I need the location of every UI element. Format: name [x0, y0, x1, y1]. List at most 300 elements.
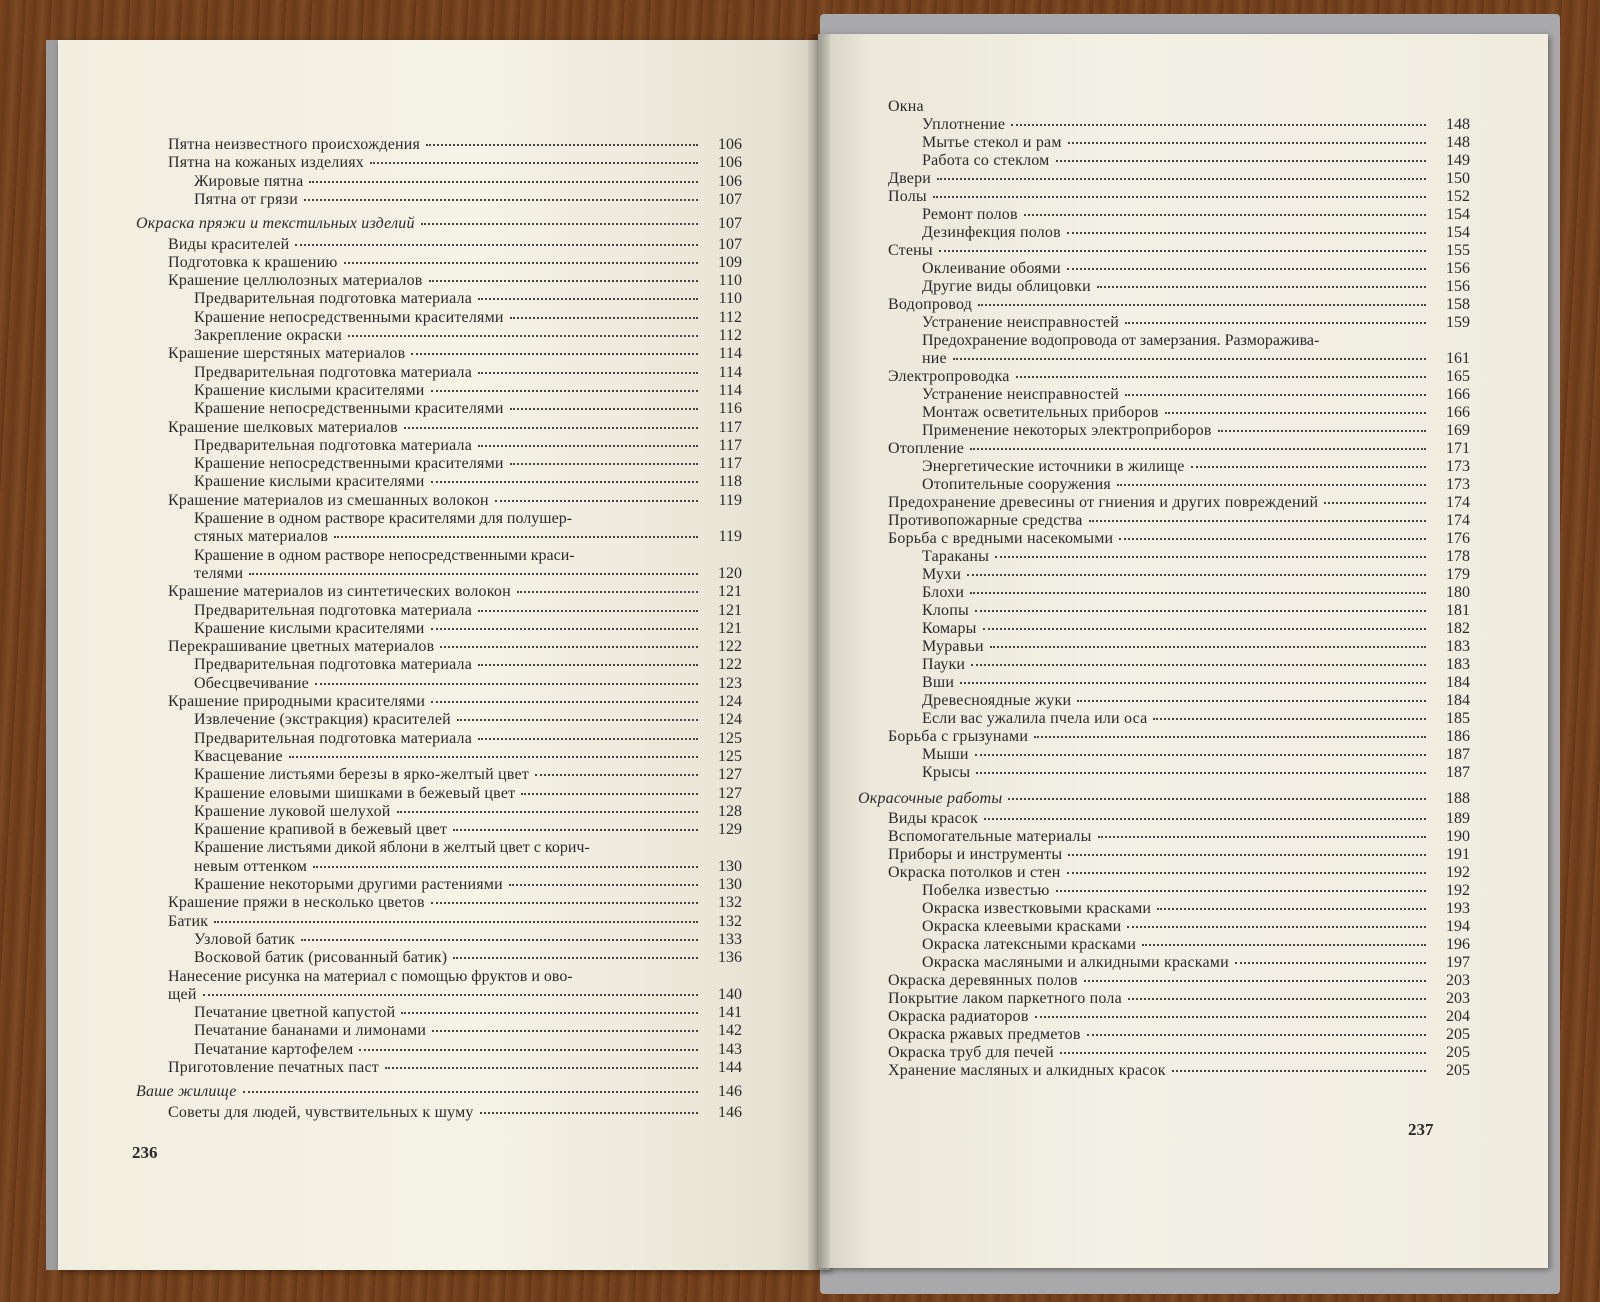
- toc-entry-label: Хранение масляных и алкидных красок: [888, 1062, 1166, 1079]
- toc-page-number: 121: [718, 619, 742, 637]
- toc-section: [858, 790, 1470, 808]
- toc-entry-label: Крашение крапивой в бежевый цвет: [194, 821, 448, 839]
- toc-page-number: 109: [718, 253, 742, 271]
- toc-page-number: 144: [718, 1059, 742, 1076]
- toc-entry: [194, 565, 742, 583]
- toc-leader-dots: [984, 818, 1426, 820]
- toc-page-number: 132: [718, 894, 742, 912]
- toc-entry-label: Печатание бананами и лимонами: [194, 1022, 427, 1040]
- toc-leader-dots: [431, 628, 698, 630]
- toc-entry: [194, 949, 742, 967]
- toc-entry: [194, 173, 742, 191]
- toc-entry: [922, 548, 1470, 566]
- toc-leader-dots: [478, 738, 698, 740]
- toc-entry: [168, 913, 742, 931]
- toc-page-number: 187: [1446, 746, 1470, 763]
- toc-entry-label: Вспомогательные материалы: [888, 828, 1092, 845]
- toc-entry: [888, 1062, 1470, 1080]
- toc-entry-label: Советы для людей, чувствительных к шуму: [168, 1103, 474, 1121]
- toc-entry: [168, 254, 742, 272]
- toc-entry: [194, 730, 742, 748]
- toc-leader-dots: [970, 592, 1426, 594]
- toc-entry-label: Крашение непосредственными красителями: [194, 308, 504, 326]
- toc-page-number: 181: [1446, 602, 1470, 619]
- toc-entry-label: Предварительная подготовка материала: [194, 363, 473, 381]
- toc-page-number: 129: [718, 821, 742, 839]
- toc-page-number: 110: [718, 272, 742, 290]
- toc-entry-label: Окраска деревянных полов: [888, 972, 1078, 989]
- toc-entry: [922, 882, 1470, 900]
- toc-page-number: 114: [718, 363, 742, 381]
- toc-leader-dots: [397, 811, 698, 813]
- toc-leader-dots: [953, 358, 1426, 360]
- toc-entry-label: Окраска труб для печей: [888, 1044, 1054, 1061]
- right-page: [818, 34, 1548, 1268]
- toc-page-number: 156: [1446, 278, 1470, 295]
- toc-entry: [922, 422, 1470, 440]
- toc-leader-dots: [975, 754, 1426, 756]
- toc-entry-label: Подготовка к крашению: [168, 253, 338, 271]
- toc-leader-dots: [976, 772, 1426, 774]
- toc-entry: [194, 309, 742, 327]
- toc-entry: [922, 692, 1470, 710]
- toc-leader-dots: [1035, 1016, 1426, 1018]
- toc-page-number: 183: [1446, 638, 1470, 655]
- toc-entry-label: Ваше жилище: [136, 1083, 237, 1101]
- toc-entry-label: Окраска потолков и стен: [888, 864, 1061, 881]
- toc-entry-label: Борьба с грызунами: [888, 728, 1029, 745]
- toc-entry-label-line1: Крашение листьями дикой яблони в желтый цвет с корич-: [194, 839, 590, 857]
- toc-leader-dots: [440, 646, 698, 648]
- toc-leader-dots: [1324, 502, 1426, 504]
- toc-entry: [168, 154, 742, 172]
- toc-entry-label: Извлечение (экстракция) красителей: [194, 711, 451, 729]
- toc-leader-dots: [1084, 980, 1426, 982]
- toc-leader-dots: [401, 1012, 698, 1014]
- toc-leader-dots: [1024, 214, 1426, 216]
- toc-section: [136, 215, 742, 233]
- toc-entry-label: Крашение материалов из синтетических волокон: [168, 583, 511, 601]
- toc-page-number: 205: [1446, 1044, 1470, 1061]
- toc-entry: [888, 1026, 1470, 1044]
- toc-leader-dots: [510, 463, 698, 465]
- toc-entry-label: Крашение природными красителями: [168, 693, 426, 710]
- toc-leader-dots: [933, 196, 1426, 198]
- toc-entry: [922, 764, 1470, 782]
- toc-entry-label: Крашение шелковых материалов: [168, 418, 398, 436]
- toc-entry: [922, 918, 1470, 936]
- toc-entry-label: Муравьи: [922, 638, 984, 655]
- toc-entry: [194, 785, 742, 803]
- toc-entry: [922, 746, 1470, 764]
- toc-page-number: 156: [1446, 260, 1470, 277]
- toc-leader-dots: [509, 884, 698, 886]
- toc-leader-dots: [359, 1049, 698, 1051]
- toc-entry-label: Предварительная подготовка материала: [194, 290, 473, 308]
- page-number-right: 237: [1408, 1120, 1434, 1139]
- toc-leader-dots: [1056, 890, 1426, 892]
- toc-leader-dots: [404, 427, 698, 429]
- toc-leader-dots: [1008, 798, 1426, 800]
- toc-entry-label: Восковой батик (рисованный батик): [194, 949, 448, 967]
- toc-page-number: 116: [718, 400, 742, 418]
- toc-page-number: 158: [1446, 296, 1470, 313]
- toc-entry: [922, 314, 1470, 332]
- toc-page-number: 107: [718, 190, 742, 208]
- toc-entry-label: Тараканы: [922, 548, 990, 565]
- toc-page-number: 169: [1446, 422, 1470, 439]
- toc-entry-label: Полы: [888, 188, 927, 205]
- toc-leader-dots: [1067, 872, 1426, 874]
- toc-page-number: 203: [1446, 990, 1470, 1007]
- toc-page-number: 114: [718, 345, 742, 363]
- toc-page-number: 117: [718, 436, 742, 454]
- toc-page-number: 121: [718, 601, 742, 619]
- toc-leader-dots: [1068, 142, 1426, 144]
- toc-page-number: 189: [1446, 810, 1470, 827]
- toc-page-number: 171: [1446, 440, 1470, 457]
- toc-page-number: 146: [718, 1103, 742, 1121]
- toc-page-number: 197: [1446, 954, 1470, 971]
- toc-page-number: 146: [718, 1083, 742, 1101]
- toc-entry: [194, 675, 742, 693]
- toc-page-number: 117: [718, 418, 742, 436]
- toc-leader-dots: [1067, 268, 1426, 270]
- toc-leader-dots: [431, 902, 698, 904]
- toc-page-number: 154: [1446, 224, 1470, 241]
- toc-entry: [194, 748, 742, 766]
- toc-entry: [888, 810, 1470, 828]
- toc-page-number: 136: [718, 949, 742, 967]
- toc-page-number: 183: [1446, 656, 1470, 673]
- toc-entry-label: Квасцевание: [194, 747, 283, 765]
- toc-entry-label: Электропроводка: [888, 368, 1010, 385]
- toc-page-number: 161: [1446, 350, 1470, 367]
- toc-entry-label: Приготовление печатных паст: [168, 1059, 379, 1076]
- toc-leader-dots: [1068, 854, 1426, 856]
- toc-page-number: 106: [718, 154, 742, 172]
- toc-entry: [168, 1104, 742, 1122]
- toc-leader-dots: [478, 372, 698, 374]
- toc-entry-label: Устранение неисправностей: [922, 386, 1119, 403]
- toc-entry: [168, 345, 742, 363]
- toc-page-number: 106: [718, 136, 742, 153]
- toc-leader-dots: [510, 317, 698, 319]
- toc-entry: [194, 455, 742, 473]
- toc-entry-label: Водопровод: [888, 296, 973, 313]
- toc-page-number: 125: [718, 729, 742, 747]
- toc-leader-dots: [426, 144, 698, 146]
- toc-page-number: 191: [1446, 846, 1470, 863]
- toc-leader-dots: [510, 408, 698, 410]
- toc-entry: [922, 584, 1470, 602]
- toc-entry-label: Работа со стеклом: [922, 152, 1050, 169]
- toc-leader-dots: [990, 646, 1426, 648]
- toc-leader-dots: [1191, 466, 1426, 468]
- toc-page-number: 173: [1446, 476, 1470, 493]
- toc-leader-dots: [421, 223, 698, 225]
- toc-entry-label: Покрытие лаком паркетного пола: [888, 990, 1122, 1007]
- toc-entry-label: Мытье стекол и рам: [922, 134, 1062, 151]
- toc-leader-dots: [939, 250, 1426, 252]
- toc-page-number: 125: [718, 747, 742, 765]
- toc-entry: [922, 224, 1470, 242]
- toc-entry: [194, 711, 742, 729]
- toc-entry-label: Мыши: [922, 746, 969, 763]
- toc-leader-dots: [1056, 160, 1427, 162]
- toc-leader-dots: [495, 500, 698, 502]
- toc-entry: [922, 710, 1470, 728]
- toc-leader-dots: [457, 719, 698, 721]
- toc-entry-label: Окраска латексными красками: [922, 936, 1137, 953]
- toc-entry-label: Закрепление окраски: [194, 327, 342, 344]
- toc-entry: [194, 620, 742, 638]
- toc-entry-label: Перекрашивание цветных материалов: [168, 638, 435, 656]
- toc-entry-label: Окрасочные работы: [858, 790, 1003, 807]
- toc-leader-dots: [453, 957, 698, 959]
- toc-leader-dots: [1128, 998, 1426, 1000]
- toc-leader-dots: [313, 866, 698, 868]
- toc-leader-dots: [431, 390, 698, 392]
- toc-entry: [168, 638, 742, 656]
- toc-leader-dots: [432, 1030, 698, 1032]
- toc-entry-label: Стены: [888, 242, 933, 259]
- toc-leader-dots: [937, 178, 1426, 180]
- toc-entry: [922, 458, 1470, 476]
- toc-leader-dots: [309, 181, 698, 183]
- toc-page-number: 132: [718, 912, 742, 930]
- toc-entry-label: Оклеивание обоями: [922, 260, 1061, 277]
- toc-page-number: 184: [1446, 674, 1470, 691]
- toc-entry: [194, 382, 742, 400]
- toc-leader-dots: [970, 448, 1426, 450]
- toc-leader-dots: [1157, 908, 1426, 910]
- toc-entry: [168, 693, 742, 711]
- toc-entry: [922, 656, 1470, 674]
- toc-page-number: 159: [1446, 314, 1470, 331]
- toc-leader-dots: [1089, 520, 1426, 522]
- toc-page-number: 107: [718, 215, 742, 233]
- toc-page-number: 176: [1446, 530, 1470, 547]
- toc-entry-label: телями: [194, 564, 244, 582]
- toc-leader-dots: [1172, 1070, 1426, 1072]
- toc-entry: [194, 931, 742, 949]
- toc-page-number: 118: [718, 473, 742, 491]
- toc-page-number: 192: [1446, 882, 1470, 899]
- toc-leader-dots: [978, 304, 1426, 306]
- toc-entry-label: Крысы: [922, 764, 971, 781]
- toc-leader-dots: [995, 556, 1426, 558]
- toc-page-number: 194: [1446, 918, 1470, 935]
- toc-leader-dots: [971, 664, 1426, 666]
- toc-page-number: 186: [1446, 728, 1470, 745]
- toc-page-number: 121: [718, 583, 742, 601]
- toc-entry-label: Применение некоторых электроприборов: [922, 422, 1212, 439]
- toc-entry-label: Окраска известковыми красками: [922, 900, 1152, 917]
- toc-entry-label: Приборы и инструменты: [888, 846, 1063, 863]
- toc-entry-label: Древесноядные жуки: [922, 692, 1072, 709]
- toc-entry: [194, 602, 742, 620]
- toc-entry: [194, 1041, 742, 1059]
- toc-entry: [888, 188, 1470, 206]
- toc-entry: [194, 473, 742, 491]
- toc-entry-label: Мухи: [922, 566, 962, 583]
- toc-entry: [922, 954, 1470, 972]
- toc-entry: [922, 936, 1470, 954]
- toc-entry: [888, 972, 1470, 990]
- toc-entry-label: Крашение целлюлозных материалов: [168, 272, 423, 290]
- toc-entry-label: Окраска ржавых предметов: [888, 1026, 1081, 1043]
- toc-page-number: 148: [1446, 116, 1470, 133]
- toc-entry: [168, 986, 742, 1004]
- toc-page-number: 141: [718, 1004, 742, 1022]
- toc-entry-label: Крашение кислыми красителями: [194, 381, 425, 399]
- toc-page-number: 155: [1446, 242, 1470, 259]
- toc-page-number: 122: [718, 656, 742, 674]
- toc-entry: [888, 864, 1470, 882]
- toc-entry-label: Окраска клеевыми красками: [922, 918, 1122, 935]
- toc-leader-dots: [301, 939, 698, 941]
- toc-leader-dots: [453, 829, 698, 831]
- toc-entry: [922, 278, 1470, 296]
- toc-entry-label: Окраска масляными и алкидными красками: [922, 954, 1229, 971]
- toc-page-number: 124: [718, 711, 742, 729]
- toc-leader-dots: [478, 664, 698, 666]
- toc-entry: [888, 296, 1470, 314]
- toc-entry-label: Крашение некоторыми другими растениями: [194, 876, 503, 893]
- toc-page-number: 119: [718, 528, 742, 546]
- toc-entry-label: Пятна неизвестного происхождения: [168, 136, 421, 153]
- toc-entry-label-line1: Предохранение водопровода от замерзания. Разморажива-: [922, 332, 1320, 349]
- toc-leader-dots: [1127, 926, 1426, 928]
- toc-entry: [888, 846, 1470, 864]
- toc-entry-label: Виды красителей: [168, 235, 290, 253]
- toc-entry: [168, 419, 742, 437]
- toc-leader-dots: [1016, 376, 1426, 378]
- toc-page-number: 165: [1446, 368, 1470, 385]
- toc-entry: [888, 1044, 1470, 1062]
- toc-page-number: 122: [718, 638, 742, 656]
- toc-entry-label: Окраска радиаторов: [888, 1008, 1029, 1025]
- toc-page-number: 193: [1446, 900, 1470, 917]
- toc-entry: [194, 327, 742, 345]
- toc-leader-dots: [344, 262, 698, 264]
- toc-entry: [168, 1059, 742, 1077]
- toc-page-number: 123: [718, 674, 742, 692]
- toc-leader-dots: [203, 994, 698, 996]
- toc-leader-dots: [315, 683, 698, 685]
- toc-entry-label: Крашение шерстяных материалов: [168, 345, 406, 363]
- toc-entry-label: Монтаж осветительных приборов: [922, 404, 1159, 421]
- toc-page-number: 166: [1446, 404, 1470, 421]
- toc-page-number: 188: [1446, 790, 1470, 807]
- toc-page-number: 130: [718, 876, 742, 893]
- toc-leader-dots: [1097, 286, 1426, 288]
- toc-page-number: 182: [1446, 620, 1470, 637]
- toc-page-number: 185: [1446, 710, 1470, 727]
- toc-leader-dots: [960, 682, 1426, 684]
- toc-entry: [888, 440, 1470, 458]
- toc-leader-dots: [348, 335, 698, 337]
- toc-leader-dots: [1125, 394, 1426, 396]
- toc-entry-label: Двери: [888, 170, 932, 187]
- toc-entry-label: Уплотнение: [922, 116, 1006, 133]
- toc-entry-label: Предварительная подготовка материала: [194, 729, 473, 747]
- toc-entry-label: Пятна на кожаных изделиях: [168, 154, 365, 172]
- toc-entry-label: Ремонт полов: [922, 206, 1018, 223]
- toc-page-number: 127: [718, 784, 742, 802]
- toc-leader-dots: [289, 756, 698, 758]
- toc-leader-dots: [1235, 962, 1426, 964]
- toc-entry-label: Вши: [922, 674, 955, 691]
- toc-entry: [168, 236, 742, 254]
- toc-entry: [888, 990, 1470, 1008]
- toc-leader-dots: [967, 574, 1426, 576]
- toc-entry: [922, 134, 1470, 152]
- toc-entry-label: Крашение кислыми красителями: [194, 619, 425, 637]
- toc-entry: [888, 368, 1470, 386]
- toc-page-number: 119: [718, 491, 742, 509]
- toc-entry-label: Крашение непосредственными красителями: [194, 455, 504, 473]
- toc-entry-label: Крашение непосредственными красителями: [194, 400, 504, 418]
- toc-page-number: 187: [1446, 764, 1470, 781]
- toc-leader-dots: [1034, 736, 1426, 738]
- toc-leader-dots: [429, 280, 698, 282]
- toc-page-number: 179: [1446, 566, 1470, 583]
- toc-leader-dots: [535, 774, 698, 776]
- spine-shadow: [808, 34, 830, 1270]
- toc-entry-label: Отопительные сооружения: [922, 476, 1111, 493]
- toc-page-number: 120: [718, 564, 742, 582]
- toc-leader-dots: [431, 701, 698, 703]
- toc-leader-dots: [517, 591, 698, 593]
- toc-page-number: 112: [718, 308, 742, 326]
- toc-entry-label: невым оттенком: [194, 857, 308, 875]
- toc-entry-label: Окна: [888, 98, 924, 115]
- toc-entry: [168, 272, 742, 290]
- toc-leader-dots: [295, 244, 698, 246]
- toc-page-number: 128: [718, 802, 742, 820]
- toc-entry: [194, 364, 742, 382]
- toc-page-number: 173: [1446, 458, 1470, 475]
- toc-entry: [888, 512, 1470, 530]
- toc-entry-label: Виды красок: [888, 810, 979, 827]
- toc-leader-dots: [334, 536, 698, 538]
- toc-entry: [168, 492, 742, 510]
- toc-leader-dots: [521, 793, 698, 795]
- toc-entry: [888, 98, 1470, 116]
- toc-page-number: 140: [718, 985, 742, 1003]
- toc-leader-dots: [1125, 322, 1426, 324]
- toc-page-number: 184: [1446, 692, 1470, 709]
- toc-leader-dots: [1117, 484, 1426, 486]
- toc-entry-label: Крашение кислыми красителями: [194, 473, 425, 491]
- toc-entry-label: Если вас ужалила пчела или оса: [922, 710, 1148, 727]
- toc-entry: [922, 116, 1470, 134]
- toc-entry: [922, 476, 1470, 494]
- toc-entry: [168, 894, 742, 912]
- toc-entry: [922, 900, 1470, 918]
- toc-entry-label: Побелка известью: [922, 882, 1050, 899]
- toc-entry-label: Крашение листьями березы в ярко-желтый цвет: [194, 766, 529, 784]
- toc-entry: [922, 602, 1470, 620]
- toc-entry-label: Предварительная подготовка материала: [194, 601, 473, 619]
- toc-entry: [194, 290, 742, 308]
- toc-entry: [194, 803, 742, 821]
- toc-entry: [922, 206, 1470, 224]
- toc-leader-dots: [975, 610, 1426, 612]
- toc-page-number: 106: [718, 172, 742, 190]
